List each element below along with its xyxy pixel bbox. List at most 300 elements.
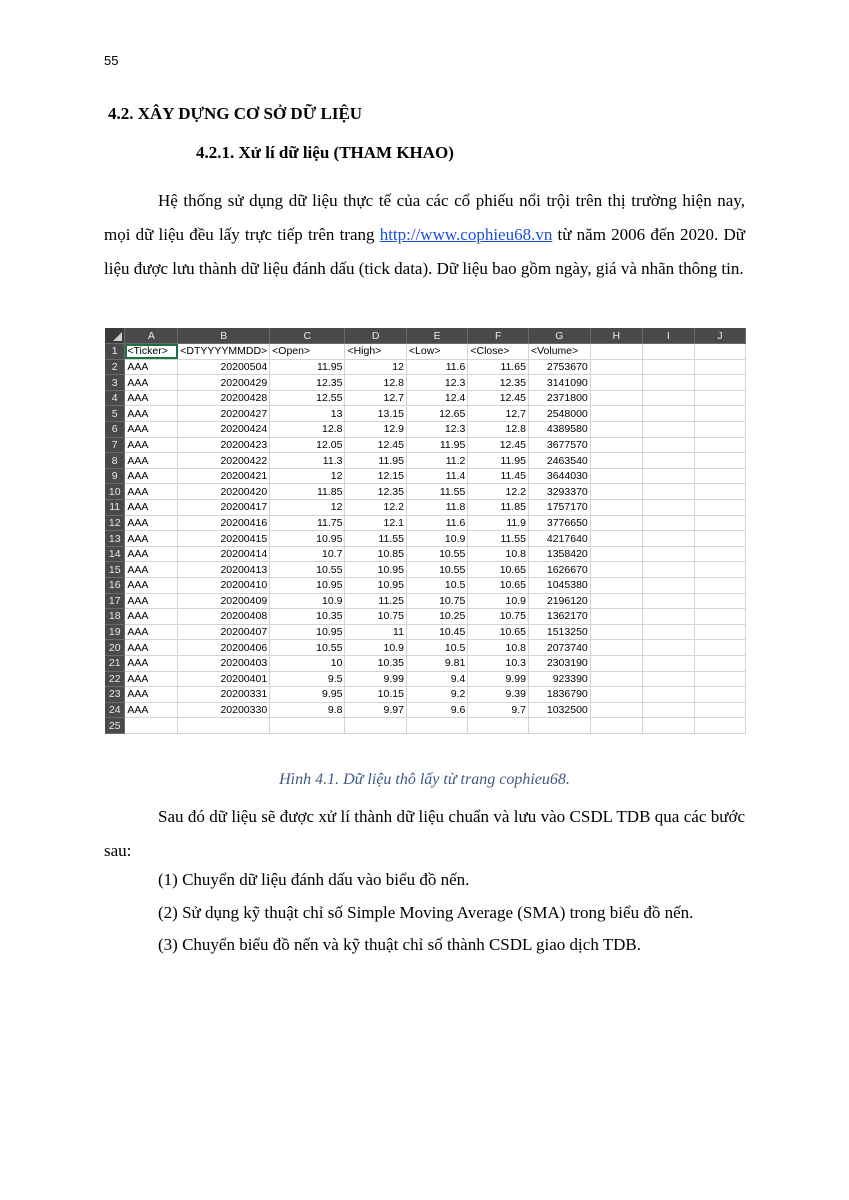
table-cell[interactable]: 12.2 [345, 500, 406, 516]
row-header[interactable]: 5 [105, 406, 125, 422]
section-heading: 4.2. XÂY DỰNG CƠ SỞ DỮ LIỆU [108, 104, 363, 123]
table-cell[interactable]: AAA [125, 531, 178, 547]
table-cell[interactable]: 10.95 [270, 624, 345, 640]
table-cell[interactable]: 9.39 [468, 687, 529, 703]
table-cell[interactable]: 11.75 [270, 515, 345, 531]
row-header[interactable]: 3 [105, 375, 125, 391]
table-cell[interactable] [642, 718, 694, 734]
table-cell[interactable] [694, 515, 745, 531]
table-cell[interactable]: 20200427 [178, 406, 270, 422]
table-cell[interactable] [694, 687, 745, 703]
column-header-c[interactable]: C [270, 328, 345, 344]
table-row [105, 671, 746, 687]
table-row [105, 468, 746, 484]
table-cell[interactable]: 9.99 [468, 671, 529, 687]
table-cell[interactable] [694, 562, 745, 578]
table-cell[interactable]: 20200409 [178, 593, 270, 609]
table-cell[interactable]: 20200420 [178, 484, 270, 500]
table-cell[interactable]: 20200331 [178, 687, 270, 703]
table-cell[interactable] [694, 624, 745, 640]
table-cell[interactable]: 12.05 [270, 437, 345, 453]
table-cell[interactable]: 20200424 [178, 422, 270, 438]
table-cell[interactable]: 11.45 [468, 468, 529, 484]
table-cell[interactable]: 12.8 [468, 422, 529, 438]
table-cell[interactable] [642, 422, 694, 438]
table-cell[interactable]: 12 [270, 468, 345, 484]
table-cell[interactable] [642, 531, 694, 547]
row-header[interactable]: 24 [105, 702, 125, 718]
table-cell[interactable]: <DTYYYYMMDD> [178, 344, 270, 360]
table-cell[interactable]: 9.2 [406, 687, 467, 703]
table-cell[interactable]: AAA [125, 687, 178, 703]
table-cell[interactable] [642, 578, 694, 594]
row-header[interactable]: 10 [105, 484, 125, 500]
table-cell[interactable]: 10.65 [468, 624, 529, 640]
table-cell[interactable] [590, 453, 642, 469]
table-row [105, 375, 746, 391]
table-cell[interactable] [178, 718, 270, 734]
table-cell[interactable]: 20200407 [178, 624, 270, 640]
table-cell[interactable]: 11.85 [270, 484, 345, 500]
table-cell[interactable]: AAA [125, 359, 178, 375]
column-header-row [105, 328, 746, 344]
table-cell[interactable] [590, 390, 642, 406]
table-cell[interactable]: 10.65 [468, 578, 529, 594]
table-cell[interactable]: 3776650 [528, 515, 590, 531]
table-cell[interactable]: 2073740 [528, 640, 590, 656]
table-cell[interactable] [642, 390, 694, 406]
table-cell[interactable] [694, 468, 745, 484]
table-cell[interactable]: 10.15 [345, 687, 406, 703]
table-cell[interactable] [590, 546, 642, 562]
table-cell[interactable] [642, 453, 694, 469]
table-cell[interactable] [590, 655, 642, 671]
table-cell[interactable]: 10.55 [270, 640, 345, 656]
table-cell[interactable]: 10.25 [406, 609, 467, 625]
table-cell[interactable]: 12.15 [345, 468, 406, 484]
table-cell[interactable] [694, 718, 745, 734]
table-cell[interactable] [590, 562, 642, 578]
table-cell[interactable]: 10.95 [270, 531, 345, 547]
row-header[interactable]: 17 [105, 593, 125, 609]
table-cell[interactable]: <Low> [406, 344, 467, 360]
table-cell[interactable] [345, 718, 406, 734]
table-cell[interactable] [590, 624, 642, 640]
row-header[interactable]: 15 [105, 562, 125, 578]
table-cell[interactable]: 1757170 [528, 500, 590, 516]
table-cell[interactable]: 11.9 [468, 515, 529, 531]
table-cell[interactable] [590, 484, 642, 500]
row-header[interactable]: 1 [105, 344, 125, 360]
table-cell[interactable] [694, 655, 745, 671]
table-cell[interactable] [642, 406, 694, 422]
table-cell[interactable]: AAA [125, 593, 178, 609]
table-cell[interactable]: 10.9 [406, 531, 467, 547]
table-cell[interactable]: 9.4 [406, 671, 467, 687]
table-cell[interactable]: 11.95 [345, 453, 406, 469]
table-cell[interactable]: 10.3 [468, 655, 529, 671]
table-cell[interactable]: AAA [125, 640, 178, 656]
table-cell[interactable]: 12.35 [270, 375, 345, 391]
table-cell[interactable]: 10.55 [406, 562, 467, 578]
table-cell[interactable]: AAA [125, 655, 178, 671]
table-cell[interactable]: 12.1 [345, 515, 406, 531]
table-cell[interactable]: 2371800 [528, 390, 590, 406]
table-cell[interactable]: 13.15 [345, 406, 406, 422]
table-cell[interactable] [694, 671, 745, 687]
table-cell[interactable]: 1045380 [528, 578, 590, 594]
table-cell[interactable] [694, 593, 745, 609]
table-cell[interactable]: 9.81 [406, 655, 467, 671]
table-cell[interactable]: 10.55 [270, 562, 345, 578]
table-cell[interactable]: 11.6 [406, 359, 467, 375]
table-cell[interactable] [694, 359, 745, 375]
table-cell[interactable]: AAA [125, 375, 178, 391]
table-cell[interactable]: 20200414 [178, 546, 270, 562]
row-header[interactable]: 23 [105, 687, 125, 703]
table-cell[interactable]: 11.65 [468, 359, 529, 375]
table-cell[interactable]: AAA [125, 422, 178, 438]
table-cell[interactable]: 20200406 [178, 640, 270, 656]
table-cell[interactable]: 10.35 [345, 655, 406, 671]
table-cell[interactable]: 9.5 [270, 671, 345, 687]
table-cell[interactable] [642, 562, 694, 578]
table-cell[interactable] [642, 687, 694, 703]
table-cell[interactable] [590, 468, 642, 484]
table-cell[interactable]: AAA [125, 546, 178, 562]
table-cell[interactable] [590, 687, 642, 703]
table-cell[interactable]: 20200421 [178, 468, 270, 484]
column-header-b[interactable]: B [178, 328, 270, 344]
table-cell[interactable]: AAA [125, 484, 178, 500]
table-cell[interactable]: 10.5 [406, 578, 467, 594]
table-cell[interactable] [694, 390, 745, 406]
table-cell[interactable]: 10.8 [468, 546, 529, 562]
table-cell[interactable]: 2463540 [528, 453, 590, 469]
table-cell[interactable] [642, 515, 694, 531]
row-header[interactable]: 7 [105, 437, 125, 453]
row-header[interactable]: 18 [105, 609, 125, 625]
table-cell[interactable]: 10.75 [468, 609, 529, 625]
table-cell[interactable] [694, 422, 745, 438]
table-cell[interactable] [590, 359, 642, 375]
table-row [105, 344, 746, 360]
table-cell[interactable]: AAA [125, 500, 178, 516]
table-cell[interactable]: 11.95 [270, 359, 345, 375]
table-cell[interactable] [590, 344, 642, 360]
row-header[interactable]: 2 [105, 359, 125, 375]
table-cell[interactable] [642, 359, 694, 375]
row-header[interactable]: 20 [105, 640, 125, 656]
source-link[interactable]: http://www.cophieu68.vn [379, 225, 553, 244]
table-cell[interactable] [590, 406, 642, 422]
table-cell[interactable]: 10.75 [406, 593, 467, 609]
table-cell[interactable]: 20200504 [178, 359, 270, 375]
column-header-f[interactable]: F [468, 328, 529, 344]
table-cell[interactable] [590, 702, 642, 718]
table-cell[interactable] [642, 655, 694, 671]
column-header-e[interactable]: E [406, 328, 467, 344]
table-cell[interactable]: 11.95 [406, 437, 467, 453]
table-cell[interactable]: 10.65 [468, 562, 529, 578]
table-row [105, 500, 746, 516]
table-cell[interactable]: 3644030 [528, 468, 590, 484]
table-cell[interactable]: 12.45 [468, 390, 529, 406]
table-cell[interactable]: 923390 [528, 671, 590, 687]
table-cell[interactable] [642, 344, 694, 360]
table-cell[interactable] [694, 375, 745, 391]
table-cell[interactable]: 13 [270, 406, 345, 422]
table-cell[interactable]: 10.8 [468, 640, 529, 656]
table-cell[interactable] [590, 375, 642, 391]
table-cell[interactable] [642, 624, 694, 640]
table-cell[interactable]: 3141090 [528, 375, 590, 391]
table-cell[interactable]: 20200429 [178, 375, 270, 391]
table-cell[interactable]: 2548000 [528, 406, 590, 422]
table-cell[interactable]: 12.9 [345, 422, 406, 438]
row-header[interactable]: 25 [105, 718, 125, 734]
table-cell[interactable]: 20200401 [178, 671, 270, 687]
table-cell[interactable]: 12.45 [468, 437, 529, 453]
table-cell[interactable]: 20200410 [178, 578, 270, 594]
row-header[interactable]: 19 [105, 624, 125, 640]
table-cell[interactable] [590, 578, 642, 594]
table-cell[interactable]: 20200330 [178, 702, 270, 718]
table-cell[interactable]: AAA [125, 453, 178, 469]
table-cell[interactable]: 20200413 [178, 562, 270, 578]
table-cell[interactable] [468, 718, 529, 734]
table-cell[interactable]: 10.9 [468, 593, 529, 609]
table-cell[interactable]: 10.35 [270, 609, 345, 625]
table-cell[interactable] [270, 718, 345, 734]
column-header-d[interactable]: D [345, 328, 406, 344]
table-cell[interactable] [694, 344, 745, 360]
row-header[interactable]: 9 [105, 468, 125, 484]
table-cell[interactable]: 12 [345, 359, 406, 375]
table-cell[interactable]: 9.6 [406, 702, 467, 718]
table-cell[interactable]: 10.9 [345, 640, 406, 656]
table-cell[interactable] [406, 718, 467, 734]
table-cell[interactable]: 20200408 [178, 609, 270, 625]
table-cell[interactable]: 12.7 [345, 390, 406, 406]
table-cell[interactable]: <Volume> [528, 344, 590, 360]
table-cell[interactable] [590, 671, 642, 687]
table-cell[interactable]: <Open> [270, 344, 345, 360]
table-cell[interactable]: 9.7 [468, 702, 529, 718]
table-cell[interactable]: 3293370 [528, 484, 590, 500]
table-cell[interactable] [642, 484, 694, 500]
table-cell[interactable] [528, 718, 590, 734]
table-cell[interactable] [694, 437, 745, 453]
table-cell[interactable]: 1836790 [528, 687, 590, 703]
table-cell[interactable]: 10.75 [345, 609, 406, 625]
row-header[interactable]: 14 [105, 546, 125, 562]
table-cell[interactable]: 10.55 [406, 546, 467, 562]
table-cell[interactable]: 12.3 [406, 375, 467, 391]
row-header[interactable]: 12 [105, 515, 125, 531]
table-cell[interactable]: 12.3 [406, 422, 467, 438]
table-cell[interactable]: 11.95 [468, 453, 529, 469]
table-cell[interactable]: 12.45 [345, 437, 406, 453]
table-cell[interactable]: AAA [125, 406, 178, 422]
table-cell[interactable]: 1513250 [528, 624, 590, 640]
table-row [105, 484, 746, 500]
table-cell[interactable]: 9.8 [270, 702, 345, 718]
table-cell[interactable] [590, 640, 642, 656]
row-header[interactable]: 4 [105, 390, 125, 406]
table-cell[interactable] [590, 593, 642, 609]
table-cell[interactable] [694, 546, 745, 562]
table-cell[interactable]: 2196120 [528, 593, 590, 609]
table-cell[interactable] [590, 609, 642, 625]
table-cell[interactable]: 12 [270, 500, 345, 516]
table-cell[interactable]: AAA [125, 578, 178, 594]
table-cell[interactable]: 12.55 [270, 390, 345, 406]
table-cell[interactable]: 10.5 [406, 640, 467, 656]
row-header[interactable]: 6 [105, 422, 125, 438]
table-cell[interactable]: 20200416 [178, 515, 270, 531]
table-cell[interactable] [694, 531, 745, 547]
table-cell[interactable] [642, 546, 694, 562]
table-cell[interactable] [642, 640, 694, 656]
table-row [105, 578, 746, 594]
table-cell[interactable]: 20200415 [178, 531, 270, 547]
table-cell[interactable] [694, 640, 745, 656]
table-cell[interactable]: AAA [125, 390, 178, 406]
table-cell[interactable]: AAA [125, 437, 178, 453]
column-header-i[interactable]: I [642, 328, 694, 344]
row-header[interactable]: 11 [105, 500, 125, 516]
table-cell[interactable]: 20200403 [178, 655, 270, 671]
table-cell[interactable]: AAA [125, 515, 178, 531]
table-cell[interactable]: AAA [125, 609, 178, 625]
table-cell[interactable] [694, 500, 745, 516]
table-cell[interactable]: 11.4 [406, 468, 467, 484]
followup-paragraph: Sau đó dữ liệu sẽ được xử lí thành dữ liệu chuẩn và lưu vào CSDL TDB qua các bước sau: [104, 807, 745, 860]
table-cell[interactable]: 20200417 [178, 500, 270, 516]
table-cell[interactable]: 10.95 [270, 578, 345, 594]
table-cell[interactable]: 11.3 [270, 453, 345, 469]
table-cell[interactable]: 20200423 [178, 437, 270, 453]
table-cell[interactable]: 12.35 [468, 375, 529, 391]
row-header[interactable]: 8 [105, 453, 125, 469]
table-cell[interactable]: 20200428 [178, 390, 270, 406]
table-cell[interactable]: 12.8 [270, 422, 345, 438]
row-header[interactable]: 22 [105, 671, 125, 687]
table-cell[interactable]: 12.7 [468, 406, 529, 422]
table-cell[interactable]: 10.9 [270, 593, 345, 609]
table-cell[interactable] [642, 671, 694, 687]
table-cell[interactable]: 2303190 [528, 655, 590, 671]
table-cell[interactable]: 9.99 [345, 671, 406, 687]
table-cell[interactable]: AAA [125, 562, 178, 578]
spreadsheet-screenshot [105, 328, 746, 746]
table-cell[interactable] [694, 484, 745, 500]
table-cell[interactable]: 11.8 [406, 500, 467, 516]
table-cell[interactable]: AAA [125, 702, 178, 718]
table-cell[interactable] [694, 609, 745, 625]
table-cell[interactable]: 10.95 [345, 562, 406, 578]
row-header[interactable]: 21 [105, 655, 125, 671]
table-cell[interactable] [590, 718, 642, 734]
table-cell[interactable]: <High> [345, 344, 406, 360]
table-cell[interactable] [590, 531, 642, 547]
table-cell[interactable]: 3677570 [528, 437, 590, 453]
table-row [105, 609, 746, 625]
column-header-a[interactable]: A [125, 328, 178, 344]
table-cell[interactable] [694, 578, 745, 594]
table-cell[interactable] [590, 422, 642, 438]
table-cell[interactable]: 4217640 [528, 531, 590, 547]
table-cell[interactable] [590, 500, 642, 516]
table-cell[interactable] [642, 437, 694, 453]
select-all-corner[interactable] [105, 328, 125, 344]
table-cell[interactable] [590, 515, 642, 531]
table-cell[interactable]: 10.85 [345, 546, 406, 562]
table-cell[interactable] [642, 593, 694, 609]
table-cell[interactable]: 11.55 [345, 531, 406, 547]
table-cell[interactable]: AAA [125, 671, 178, 687]
table-cell[interactable]: 12.2 [468, 484, 529, 500]
table-cell[interactable]: 10.95 [345, 578, 406, 594]
table-cell[interactable]: <Close> [468, 344, 529, 360]
table-cell[interactable]: 1358420 [528, 546, 590, 562]
table-cell[interactable]: 11.85 [468, 500, 529, 516]
table-cell[interactable]: 12.8 [345, 375, 406, 391]
table-cell[interactable] [642, 500, 694, 516]
table-cell[interactable]: 11.55 [468, 531, 529, 547]
table-cell[interactable]: 20200422 [178, 453, 270, 469]
table-cell[interactable]: 11 [345, 624, 406, 640]
table-cell[interactable]: 11.6 [406, 515, 467, 531]
figure-caption: Hình 4.1. Dữ liệu thô lấy từ trang cophieu68. [279, 771, 570, 788]
table-cell[interactable]: 4389580 [528, 422, 590, 438]
table-cell[interactable] [125, 718, 178, 734]
table-cell[interactable]: 12.4 [406, 390, 467, 406]
table-cell[interactable]: 11.25 [345, 593, 406, 609]
table-cell[interactable]: 10 [270, 655, 345, 671]
column-header-j[interactable]: J [694, 328, 745, 344]
table-cell[interactable]: 10.7 [270, 546, 345, 562]
column-header-h[interactable]: H [590, 328, 642, 344]
table-cell[interactable]: 11.2 [406, 453, 467, 469]
table-cell[interactable]: 1032500 [528, 702, 590, 718]
table-cell[interactable] [642, 375, 694, 391]
row-header[interactable]: 13 [105, 531, 125, 547]
column-header-g[interactable]: G [528, 328, 590, 344]
table-cell[interactable]: 2753670 [528, 359, 590, 375]
table-cell[interactable]: 9.97 [345, 702, 406, 718]
table-cell[interactable] [694, 406, 745, 422]
table-cell[interactable] [694, 453, 745, 469]
table-cell[interactable] [694, 702, 745, 718]
table-cell[interactable] [590, 437, 642, 453]
table-cell[interactable]: 9.95 [270, 687, 345, 703]
table-cell[interactable] [642, 702, 694, 718]
table-cell[interactable]: <Ticker> [125, 344, 178, 360]
table-cell[interactable] [642, 468, 694, 484]
table-cell[interactable]: 1362170 [528, 609, 590, 625]
table-cell[interactable]: 12.35 [345, 484, 406, 500]
table-cell[interactable]: 1626670 [528, 562, 590, 578]
table-cell[interactable]: AAA [125, 468, 178, 484]
table-cell[interactable]: 12.65 [406, 406, 467, 422]
table-cell[interactable]: 10.45 [406, 624, 467, 640]
table-cell[interactable] [642, 609, 694, 625]
table-cell[interactable]: 11.55 [406, 484, 467, 500]
row-header[interactable]: 16 [105, 578, 125, 594]
table-cell[interactable]: AAA [125, 624, 178, 640]
